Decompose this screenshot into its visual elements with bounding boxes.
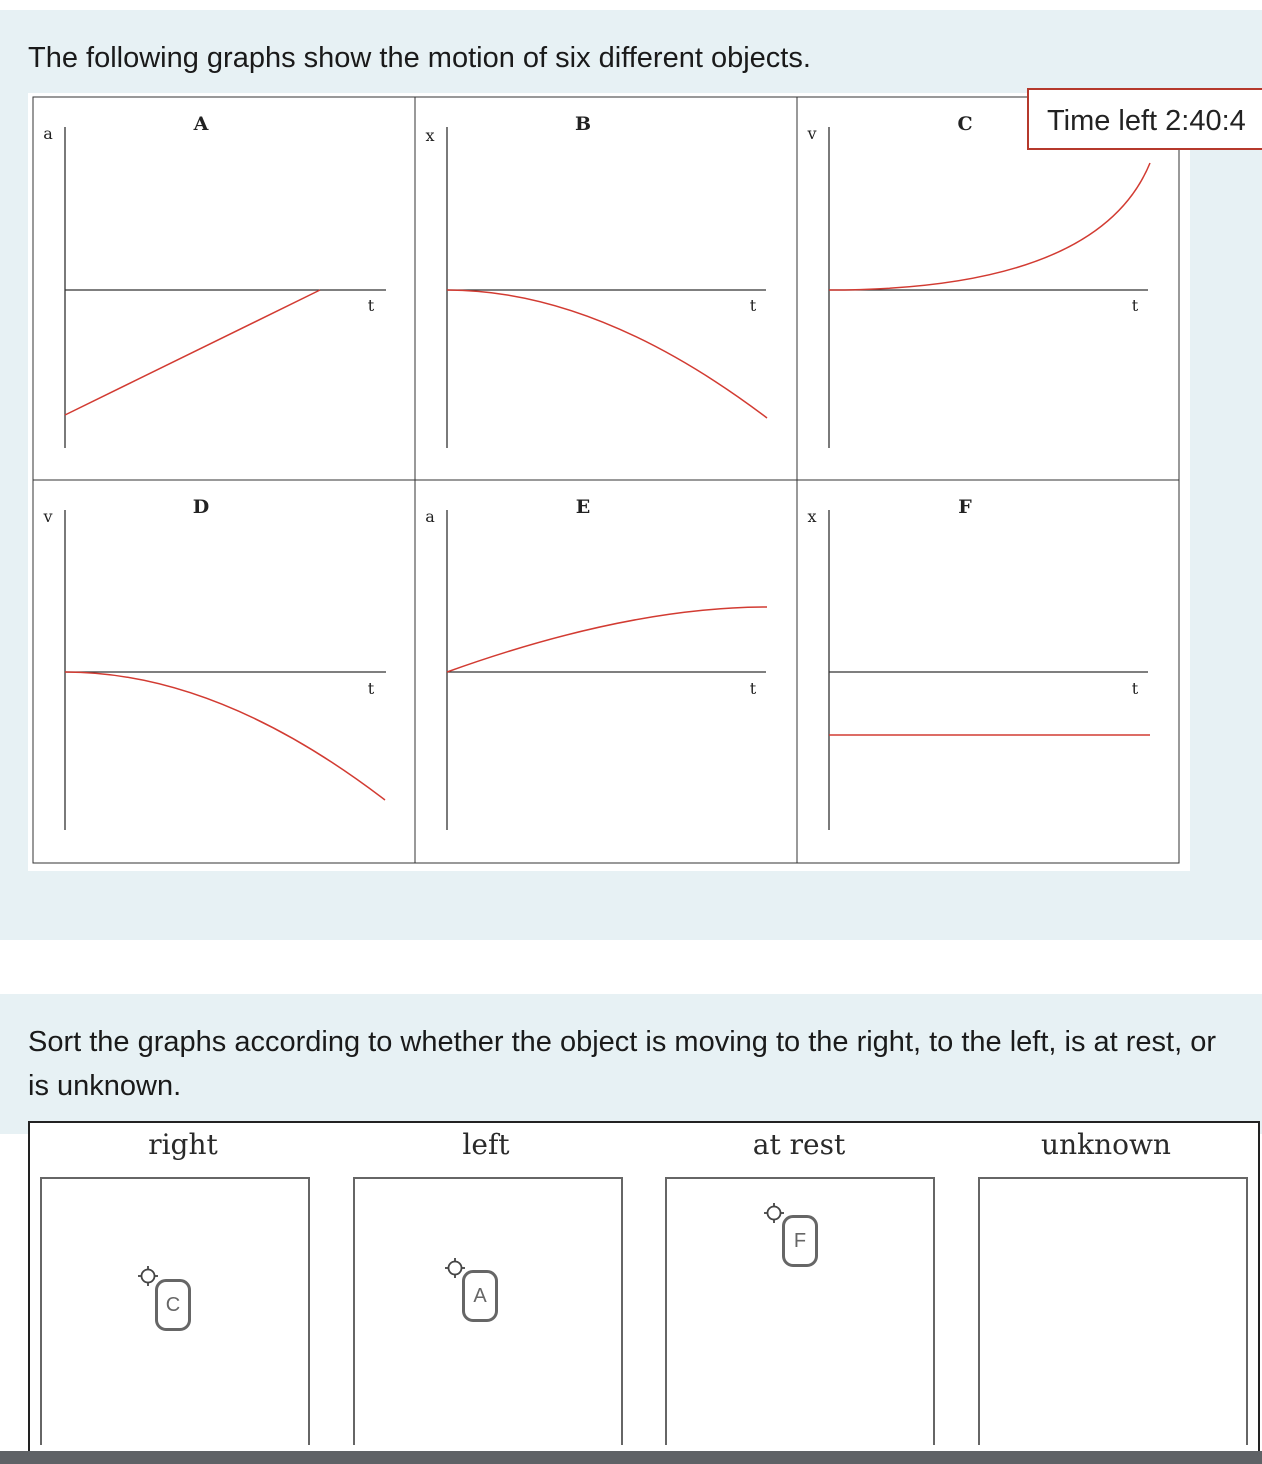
graph-d-x-label: t bbox=[367, 679, 375, 698]
graph-d bbox=[42, 496, 386, 830]
graph-a bbox=[43, 113, 386, 448]
graph-b-label: B bbox=[574, 113, 592, 135]
graph-c-x-label: t bbox=[1131, 296, 1139, 315]
sort-instruction: Sort the graphs according to whether the object is moving to the right, to the left, is at rest, or is unknown. bbox=[28, 1026, 1217, 1102]
time-left-indicator: Time left 2:40:4 bbox=[1027, 88, 1262, 150]
bin-unknown[interactable] bbox=[978, 1177, 1248, 1445]
graphs-figure bbox=[28, 93, 1190, 871]
chip-graph-a[interactable]: A bbox=[462, 1270, 498, 1322]
bin-header-right: right bbox=[148, 1128, 218, 1161]
graph-d-label: D bbox=[192, 496, 210, 518]
graph-c bbox=[806, 113, 1150, 448]
graph-e-label: E bbox=[575, 496, 591, 518]
graph-e-x-label: t bbox=[749, 679, 757, 698]
graph-f-label: F bbox=[958, 496, 972, 518]
graph-d-y-label: v bbox=[43, 507, 53, 526]
graph-e bbox=[425, 496, 767, 830]
graph-c-label: C bbox=[957, 113, 973, 135]
graph-e-curve bbox=[447, 607, 767, 672]
graph-c-y-label: v bbox=[807, 124, 817, 143]
graph-d-curve bbox=[65, 672, 385, 800]
crosshair-drag-icon[interactable] bbox=[763, 1202, 785, 1224]
graph-b-curve bbox=[447, 290, 767, 418]
bin-header-at-rest: at rest bbox=[752, 1128, 846, 1161]
graph-b-y-label: x bbox=[425, 126, 435, 145]
graph-a-y-label: a bbox=[43, 124, 53, 143]
bottom-bar bbox=[0, 1451, 1262, 1464]
graph-b bbox=[425, 113, 767, 448]
bin-header-unknown: unknown bbox=[1041, 1128, 1171, 1161]
graph-c-curve bbox=[829, 163, 1150, 290]
graph-a-curve bbox=[65, 290, 320, 415]
graph-a-x-label: t bbox=[367, 296, 375, 315]
graph-f bbox=[807, 496, 1150, 830]
graph-b-x-label: t bbox=[749, 296, 757, 315]
chip-graph-c[interactable]: C bbox=[155, 1279, 191, 1331]
graph-a-label: A bbox=[193, 113, 209, 135]
motion-graphs-svg bbox=[28, 93, 1190, 871]
question-intro: The following graphs show the motion of six different objects. bbox=[28, 42, 811, 74]
graph-f-y-label: x bbox=[807, 507, 817, 526]
bin-header-left: left bbox=[462, 1128, 510, 1161]
graph-e-y-label: a bbox=[425, 507, 435, 526]
graph-f-x-label: t bbox=[1131, 679, 1139, 698]
chip-graph-f[interactable]: F bbox=[782, 1215, 818, 1267]
